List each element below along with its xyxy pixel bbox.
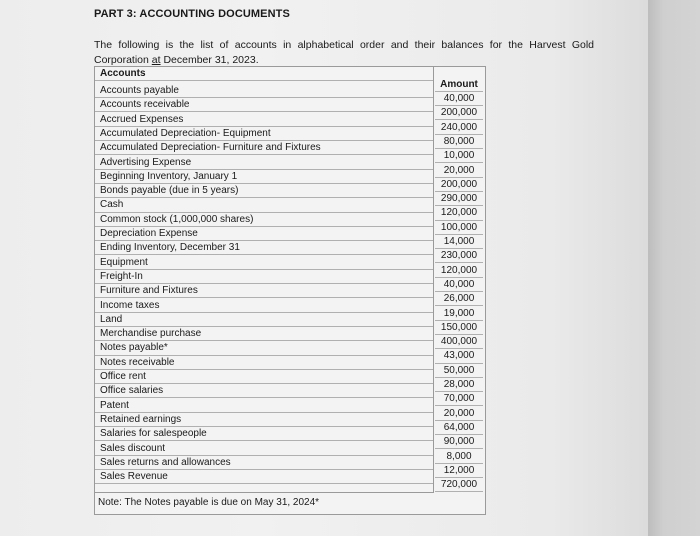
account-amount: 12,000 [435,464,483,478]
account-name: Office salaries [95,384,433,398]
intro-text-before: The following is the list of accounts in alphabetical order and their balances for the Harvest Gold Corporation [94,39,594,66]
account-name: Cash [95,198,433,212]
account-amount: 150,000 [435,321,483,335]
account-name: Notes receivable [95,356,433,370]
part-title: PART 3: ACCOUNTING DOCUMENTS [94,8,290,20]
account-amount: 8,000 [435,450,483,464]
account-name: Accounts payable [95,84,433,98]
account-name: Accumulated Depreciation- Equipment [95,127,433,141]
account-name: Furniture and Fixtures [95,284,433,298]
table-note: Note: The Notes payable is due on May 31, 2024* [98,497,320,508]
account-name: Accrued Expenses [95,113,433,127]
account-amount: 50,000 [435,364,483,378]
intro-text-underlined: at [151,54,161,66]
account-name: Sales discount [95,442,433,456]
account-amount: 10,000 [435,149,483,163]
account-name: Advertising Expense [95,156,433,170]
account-amount: 120,000 [435,264,483,278]
account-name: Patent [95,399,433,413]
accounts-column [95,67,434,493]
account-amount: 20,000 [435,407,483,421]
intro-text-after: December 31, 2023. [160,54,259,66]
account-amount: 70,000 [435,392,483,406]
page-edge-shadow [648,0,700,536]
account-amount: 26,000 [435,292,483,306]
account-amount: 200,000 [435,106,483,120]
account-amount: 200,000 [435,178,483,192]
account-amount: 40,000 [435,278,483,292]
account-name: Depreciation Expense [95,227,433,241]
account-amount: 64,000 [435,421,483,435]
account-name: Accumulated Depreciation- Furniture and Fixtures [95,141,433,155]
account-amount: 290,000 [435,192,483,206]
account-name: Notes payable* [95,341,433,355]
account-name: Freight-In [95,270,433,284]
account-amount: 400,000 [435,335,483,349]
account-amount: 100,000 [435,221,483,235]
accounts-header: Accounts [95,67,433,81]
account-amount: 80,000 [435,135,483,149]
account-amount: 19,000 [435,307,483,321]
account-amount: 40,000 [435,92,483,106]
account-name: Common stock (1,000,000 shares) [95,213,433,227]
account-name: Retained earnings [95,413,433,427]
accounts-table [94,66,486,515]
intro-paragraph [94,38,594,68]
account-amount: 120,000 [435,206,483,220]
account-amount: 720,000 [435,478,483,492]
account-name: Beginning Inventory, January 1 [95,170,433,184]
account-name: Bonds payable (due in 5 years) [95,184,433,198]
account-amount: 14,000 [435,235,483,249]
account-name: Accounts receivable [95,98,433,112]
account-amount: 28,000 [435,378,483,392]
account-amount: 230,000 [435,249,483,263]
account-name: Equipment [95,256,433,270]
account-name: Sales returns and allowances [95,456,433,470]
account-amount: 20,000 [435,164,483,178]
account-amount: 90,000 [435,435,483,449]
account-name: Income taxes [95,299,433,313]
account-name: Merchandise purchase [95,327,433,341]
amount-header: Amount [435,78,483,92]
account-name: Salaries for salespeople [95,427,433,441]
amount-column [435,67,485,492]
account-name: Ending Inventory, December 31 [95,241,433,255]
account-amount: 43,000 [435,349,483,363]
account-name: Office rent [95,370,433,384]
account-name: Land [95,313,433,327]
account-amount: 240,000 [435,121,483,135]
account-name: Sales Revenue [95,470,433,484]
